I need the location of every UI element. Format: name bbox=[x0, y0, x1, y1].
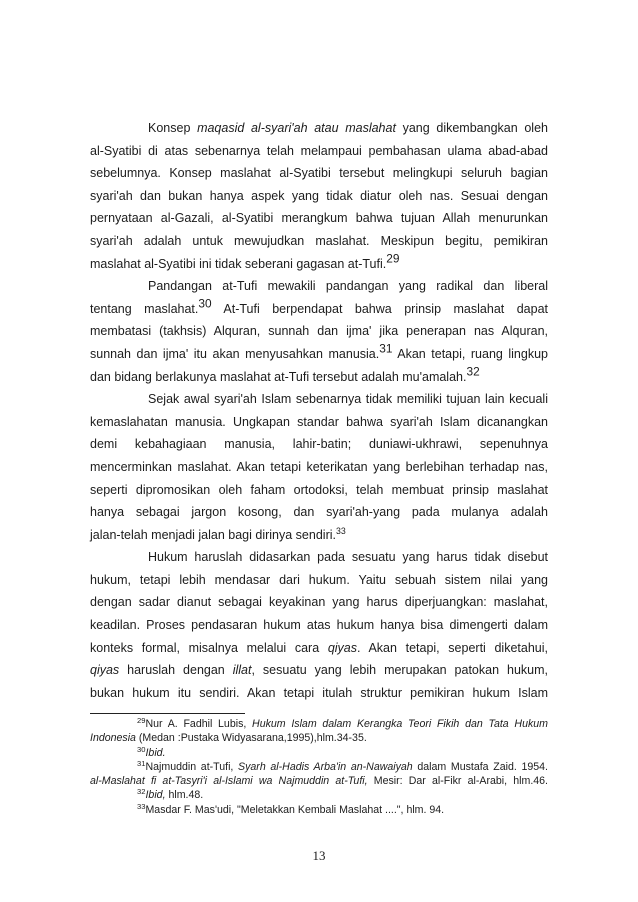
text-run: syari'ah adalah untuk mewujudkan maslahat. Meskipun begitu, pemikiran bbox=[90, 233, 548, 248]
italic-title: Ibid. bbox=[145, 746, 166, 759]
footnote bbox=[90, 717, 548, 746]
text-run: keadilan. Proses pendasaran hukum atas hukum hanya bisa dimengerti dalam bbox=[90, 618, 548, 633]
text-line bbox=[90, 320, 548, 343]
text-run: yang dikembangkan oleh bbox=[395, 121, 548, 135]
text-run: membatasi (takhsis) Alquran, sunnah dan ijma' jika penerapan nas Alquran, bbox=[90, 324, 548, 339]
paragraph bbox=[90, 388, 548, 546]
text-line bbox=[90, 388, 548, 411]
text-line bbox=[90, 637, 548, 660]
text-line bbox=[90, 366, 548, 389]
text-run: hanya sebagai jargon kosong, dan syari'ah-yang pada mulanya adalah bbox=[90, 505, 548, 520]
text-run: al-Syatibi di atas sebenarnya telah melampaui pembahasan ulama abad-abad bbox=[90, 143, 548, 158]
text-line bbox=[90, 614, 548, 637]
footnote bbox=[90, 788, 548, 802]
text-run: Konsep bbox=[148, 121, 198, 135]
text-run: syari'ah dan bukan hanya aspek yang tidak diatur oleh nas. Sesuai dengan bbox=[90, 188, 548, 203]
text-line bbox=[90, 433, 548, 456]
text-run: Hukum haruslah didasarkan pada sesuatu yang harus tidak disebut bbox=[148, 550, 548, 565]
paragraph bbox=[90, 546, 548, 704]
footnote-number: 32 bbox=[137, 787, 146, 797]
footnote-ref: 31 bbox=[379, 341, 393, 356]
footnote-ref: 30 bbox=[198, 296, 212, 311]
text-run: konteks formal, misalnya melalui cara bbox=[90, 640, 328, 655]
footnote-line bbox=[90, 760, 548, 774]
text-run: haruslah dengan bbox=[119, 663, 233, 678]
text-run: dan bidang berlakunya maslahat at-Tufi tersebut adalah mu'amalah. bbox=[90, 369, 467, 384]
text-line bbox=[90, 411, 548, 434]
text-line bbox=[90, 501, 548, 524]
italic-title: Syarh al-Hadis Arba'in an-Nawaiyah bbox=[238, 760, 413, 773]
italic-title: Indonesia bbox=[90, 732, 136, 745]
footnote-number: 31 bbox=[137, 758, 146, 768]
text-run: . Akan tetapi, seperti diketahui, bbox=[357, 640, 548, 655]
page-number: 13 bbox=[312, 848, 326, 863]
footnote-number: 30 bbox=[137, 744, 146, 754]
text-line bbox=[90, 659, 548, 682]
text-line bbox=[90, 230, 548, 253]
text-line bbox=[90, 524, 548, 547]
text-run: At-Tufi berpendapat bahwa prinsip maslahat dapat bbox=[211, 301, 549, 316]
text-line bbox=[90, 140, 548, 163]
text-run: tentang maslahat. bbox=[90, 301, 199, 316]
text-line bbox=[90, 162, 548, 185]
text-run: Pandangan at-Tufi mewakili pandangan yang radikal dan liberal bbox=[148, 279, 548, 294]
text-run: maslahat al-Syatibi ini tidak seberani gagasan at-Tufi. bbox=[90, 256, 387, 271]
text-line bbox=[90, 185, 548, 208]
paragraph bbox=[90, 275, 548, 388]
italic-title: Ibid, bbox=[145, 789, 166, 802]
footnote-line bbox=[90, 774, 548, 788]
footnote-line bbox=[90, 746, 548, 760]
text-run: Mesir: Dar al-Fikr al-Arabi, hlm.46. bbox=[367, 775, 548, 788]
text-run: sebelumnya. Konsep maslahat al-Syatibi tersebut melingkupi seluruh bagian bbox=[90, 166, 548, 181]
text-line bbox=[90, 275, 548, 298]
text-run: sunnah dan ijma' itu akan menyusahkan manusia. bbox=[90, 346, 380, 361]
text-run: seperti dipromosikan oleh faham ortodoksi, telah membuat prinsip maslahat bbox=[90, 482, 548, 497]
text-run: hlm.48. bbox=[165, 789, 204, 802]
text-run: , sesuatu yang lebih merupakan patokan hukum, bbox=[251, 663, 548, 678]
italic-term: qiyas bbox=[327, 640, 357, 655]
footnote-ref: 33 bbox=[335, 525, 346, 536]
footnote-number: 33 bbox=[137, 801, 146, 811]
footnote-line bbox=[90, 731, 548, 745]
italic-title: al-Maslahat fi at-Tasyri'i al-Islami wa Najmuddin at-Tufi, bbox=[90, 775, 368, 788]
text-line bbox=[90, 569, 548, 592]
text-run: dengan sadar dianut sebagai keyakinan yang harus diperjuangkan: maslahat, bbox=[90, 595, 548, 610]
text-run: jalan-telah menjadi jalan bagi dirinya sendiri. bbox=[90, 527, 336, 542]
text-line bbox=[90, 682, 548, 705]
text-run: kemaslahatan manusia. Ungkapan standar bahwa syari'ah Islam dicanangkan bbox=[90, 414, 548, 429]
text-run: demi kebahagiaan manusia, lahir-batin; duniawi-ukhrawi, sepenuhnya bbox=[90, 437, 548, 452]
text-run: Najmuddin at-Tufi, bbox=[145, 760, 239, 773]
text-line bbox=[90, 591, 548, 614]
italic-term: illat bbox=[232, 663, 252, 678]
footnote-rule bbox=[90, 713, 245, 714]
footnote-line bbox=[90, 788, 548, 802]
italic-term: qiyas bbox=[90, 663, 120, 678]
footnote-ref: 32 bbox=[466, 364, 480, 379]
text-line bbox=[90, 479, 548, 502]
text-run: hukum, tetapi lebih mendasar dari hukum. Yaitu sebuah sistem nilai yang bbox=[90, 572, 548, 587]
paragraph bbox=[90, 117, 548, 275]
text-line bbox=[90, 298, 548, 321]
text-run: pernyataan al-Gazali, al-Syatibi merangkum bahwa tujuan Allah menurunkan bbox=[90, 211, 548, 226]
text-line bbox=[90, 456, 548, 479]
italic-term: maqasid al-syari'ah atau maslahat bbox=[197, 121, 396, 135]
footnote-line bbox=[90, 717, 548, 731]
italic-title: Hukum Islam dalam Kerangka Teori Fikih dan Tata Hukum bbox=[252, 718, 548, 730]
text-line bbox=[90, 207, 548, 230]
footnote bbox=[90, 746, 548, 760]
text-run: Akan tetapi, ruang lingkup bbox=[392, 346, 548, 361]
footnote bbox=[90, 803, 548, 817]
text-line bbox=[90, 343, 548, 366]
text-run: dalam Mustafa Zaid. 1954. bbox=[412, 760, 548, 773]
text-run: Nur A. Fadhil Lubis, bbox=[145, 718, 253, 730]
text-run: Masdar F. Mas'udi, "Meletakkan Kembali Maslahat ....", hlm. 94. bbox=[145, 803, 445, 816]
text-run: Sejak awal syari'ah Islam sebenarnya tidak memiliki tujuan lain kecuali bbox=[148, 392, 548, 407]
text-run: bukan hukum itu sendiri. Akan tetapi itulah struktur pemikiran hukum Islam bbox=[90, 685, 548, 700]
body-text bbox=[90, 117, 548, 704]
text-run: mencerminkan maslahat. Akan tetapi keterikatan yang berlebihan terhadap nas, bbox=[90, 459, 548, 474]
text-run: (Medan :Pustaka Widyasarana,1995),hlm.34-35. bbox=[135, 732, 367, 745]
footnote-line bbox=[90, 803, 548, 817]
text-line bbox=[90, 117, 548, 140]
footnote-number: 29 bbox=[137, 715, 146, 725]
footnote-ref: 29 bbox=[386, 251, 400, 266]
text-line bbox=[90, 546, 548, 569]
footnotes bbox=[90, 717, 548, 817]
text-line bbox=[90, 253, 548, 276]
footnote bbox=[90, 760, 548, 789]
